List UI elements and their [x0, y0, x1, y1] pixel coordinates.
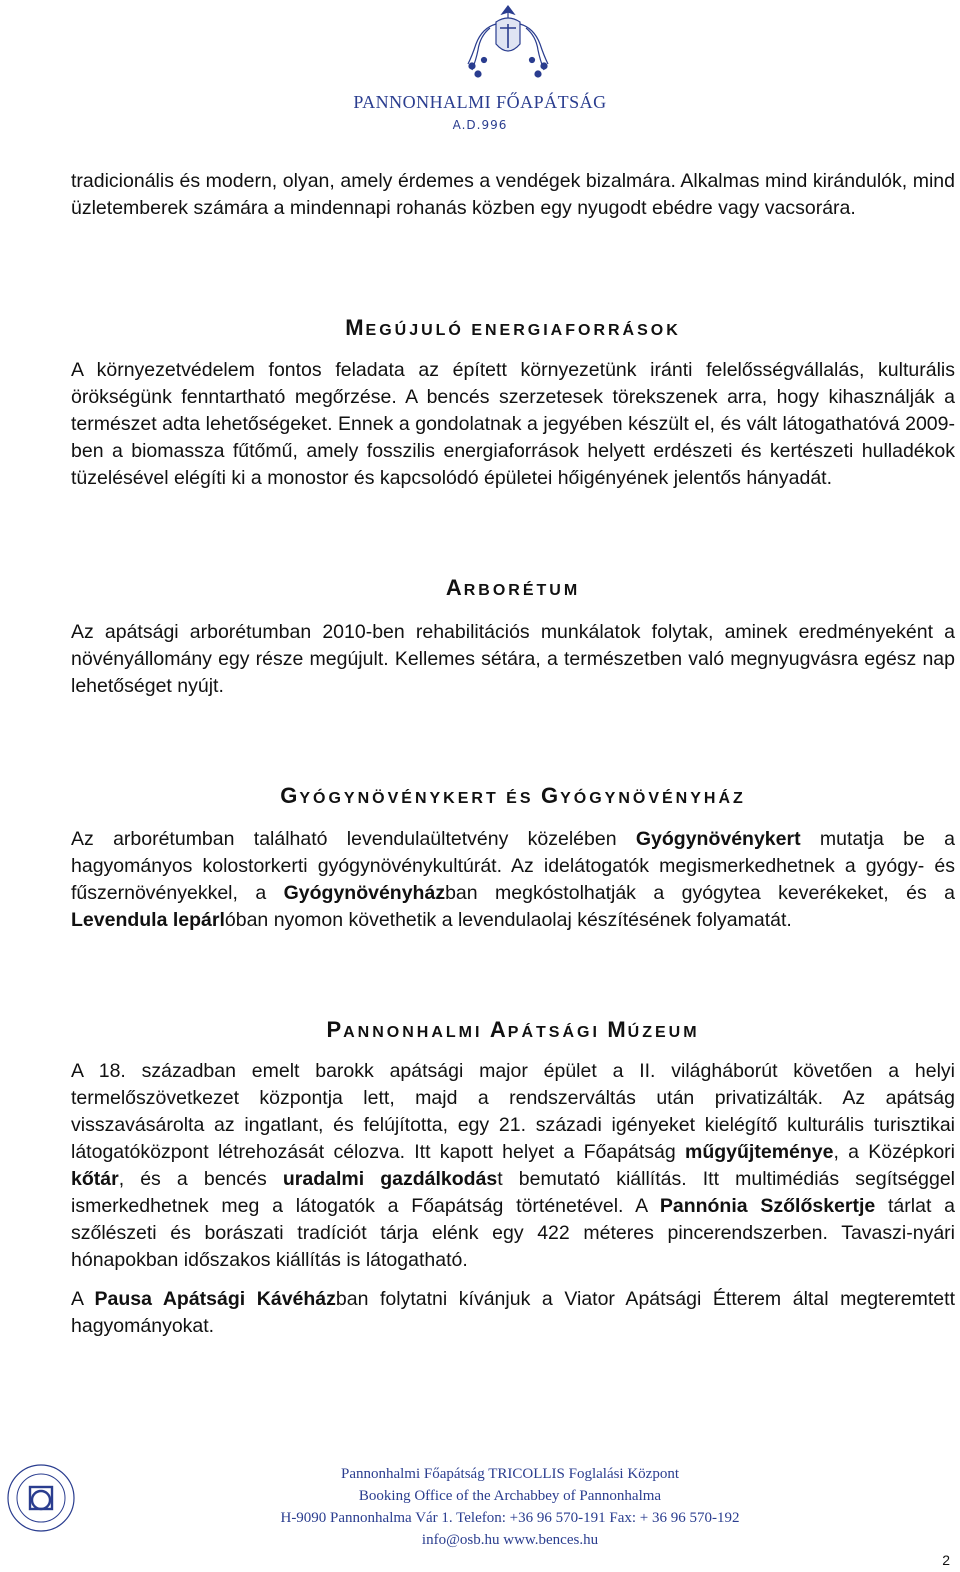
bold-term: Gyógynövényház	[283, 882, 446, 904]
text-run: tárlat a szőlészeti és borászati tradíciót tárja elénk egy 422 méteres pincerendszerben. Tavaszi-nyári hónapokban időszakos kiállítás is látogatható.	[71, 1195, 955, 1271]
bold-term: Pannónia Szőlőskertje	[659, 1195, 876, 1217]
booking-office-en: Booking Office of the Archabbey of Pannonhalma	[358, 1488, 662, 1504]
heading-rest: ANNONHALMI	[343, 1024, 490, 1041]
heading-arboretum	[71, 574, 955, 604]
org-year: A.D.996	[452, 118, 508, 132]
heading-museum	[71, 1016, 955, 1046]
bold-term: Levendula lepárl	[71, 909, 225, 931]
abbey-coat-of-arms-icon	[462, 4, 554, 82]
heading-rest: YÓGYNÖVÉNYHÁZ	[560, 790, 746, 807]
text-run: A	[71, 1288, 95, 1310]
text-run: t bemutató kiállítás. Itt multimédiás segítséggel ismerkedhetnek meg a látogatók a Főapátság történetével. A	[71, 1168, 955, 1217]
letterhead	[0, 0, 960, 140]
page-number: 2	[942, 1552, 950, 1568]
bold-term: Pausa Apátsági Kávéház	[94, 1288, 336, 1310]
herbs-paragraph	[71, 826, 955, 934]
letterhead-footer	[0, 1455, 960, 1572]
text-run: ban folytatni kívánjuk a Viator Apátsági Étterem által megteremtett hagyományokat.	[71, 1288, 955, 1337]
contact-block	[210, 1463, 810, 1551]
heading-initial: G	[280, 783, 300, 808]
text-run: Az arborétumban található levendulaültetvény közelében	[71, 828, 636, 850]
arboretum-paragraph: Az apátsági arborétumban 2010-ben rehabilitációs munkálatok folytak, aminek eredményeként a növényállomány egy része megújult. Kellemes sétára, a természetben való megnyugvásra egész nap lehetőséget nyújt.	[71, 621, 955, 697]
museum-paragraph	[71, 1058, 955, 1274]
org-name: PANNONHALMI FŐAPÁTSÁG	[353, 92, 607, 112]
heading-rest: YÓGYNÖVÉNYKERT ÉS	[299, 790, 541, 807]
heading-rest: RBORÉTUM	[463, 582, 581, 599]
text-run: , és a bencés	[118, 1168, 283, 1190]
renewable-paragraph: A környezetvédelem fontos feladata az épített környezetünk iránti felelősségvállalás, kulturális örökségünk fenntartható megőrzése. A bencés szerzetesek törekszenek arra, hogy kihasználják a természet adta lehetőségeket. Ennek a gondolatnak a jegyében készült el, és vált látogathatóvá 2009-ben a biomassza fűtőmű, amely fosszilis energiaforrások helyett erdészeti és kertészeti hulladékok tüzelésével elégíti ki a monostor és kapcsolódó épületei hőigényének jelentős hányadát.	[71, 359, 955, 489]
heading-initial: M	[607, 1017, 628, 1042]
booking-office-hu: Pannonhalmi Főapátság TRICOLLIS Foglalási Központ	[340, 1466, 680, 1482]
heading-initial: M	[345, 315, 366, 340]
heading-initial: P	[326, 1017, 344, 1042]
heading-initial: G	[540, 783, 561, 808]
intro-paragraph: tradicionális és modern, olyan, amely érdemes a vendégek bizalmára. Alkalmas mind kirándulók, mind üzletemberek számára a mindennapi rohanás közben egy nyugodt ebédre vagy vacsorára.	[71, 170, 955, 219]
bold-term: uradalmi gazdálkodás	[282, 1168, 498, 1190]
heading-rest: ÚZEUM	[627, 1024, 700, 1041]
text-run: A 18. században emelt barokk apátsági major épület a II. világháborút követően a helyi termelőszövetkezet központja lett, majd a rendszerváltás után privatizálták. Az apátság visszavásárolta az ingatlant, és felújította, egy 21. századi igényeket kielégítő kulturális turisztikai látogatóközpont létrehozását célozva. Itt kapott helyet a Főapátság	[71, 1060, 955, 1163]
bold-term: műgyűjteménye	[685, 1141, 834, 1163]
bold-term: Gyógynövénykert	[635, 828, 801, 850]
email-web: info@osb.hu www.bences.hu	[421, 1532, 599, 1548]
heading-initial: A	[445, 575, 464, 600]
text-run: mutatja be a hagyományos kolostorkerti gyógynövénykultúrát. Az idelátogatók megismerkedhetnek a gyógy- és fűszernövényekkel, a	[71, 828, 955, 904]
text-run: óban nyomon követhetik a levendulaolaj készítésének folyamatát.	[224, 909, 792, 931]
heading-herb-garden	[71, 782, 955, 812]
bold-term: kőtár	[71, 1168, 119, 1190]
document-body	[71, 168, 955, 1340]
heading-initial: A	[489, 1017, 508, 1042]
world-heritage-emblem-icon	[5, 1462, 77, 1534]
heading-renewable-energy	[71, 314, 955, 344]
heading-rest: EGÚJULÓ ENERGIAFORRÁSOK	[365, 322, 681, 339]
cafe-paragraph	[71, 1286, 955, 1340]
text-run: ban megkóstolhatják a gyógytea keverékeket, és a	[445, 882, 955, 904]
address-phone-fax: H-9090 Pannonhalma Vár 1. Telefon: +36 96 570-191 Fax: + 36 96 570-192	[280, 1510, 740, 1526]
text-run: , a Középkori	[833, 1141, 955, 1163]
heading-rest: PÁTSÁGI	[507, 1024, 608, 1041]
